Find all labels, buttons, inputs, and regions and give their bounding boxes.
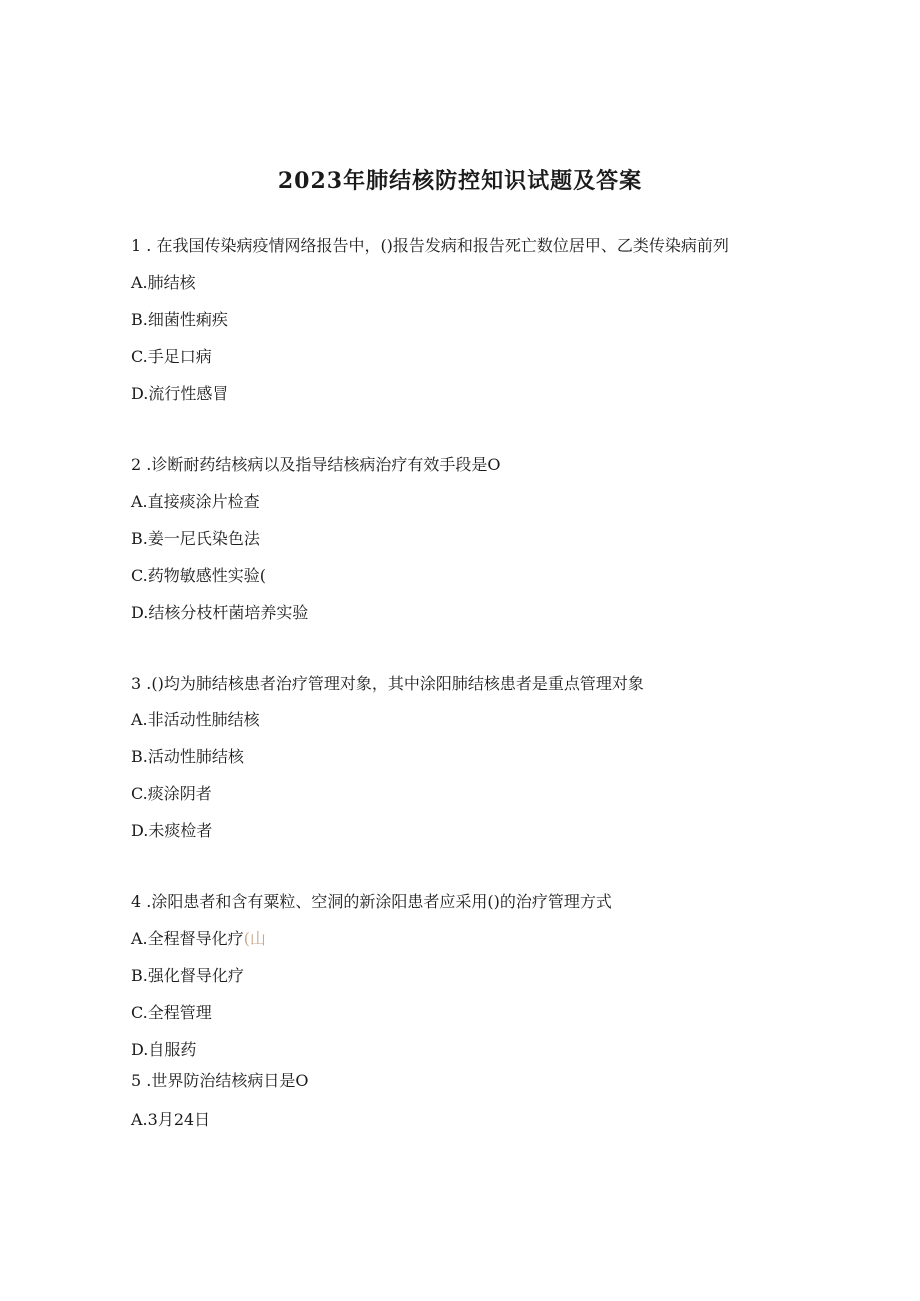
question-4-option-a-text: A.全程督导化疗 — [131, 929, 244, 948]
question-3-option-d: D.未痰检者 — [131, 821, 213, 840]
question-4-option-b: B.强化督导化疗 — [131, 966, 244, 985]
question-4-option-c: C.全程管理 — [131, 1003, 212, 1022]
question-1-option-d: D.流行性感冒 — [131, 384, 229, 403]
question-4-option-d: D.自服药 — [131, 1040, 197, 1059]
question-1-option-a: A.肺结核 — [131, 273, 196, 292]
question-2-option-d: D.结核分枝杆菌培养实验 — [131, 603, 309, 622]
question-1-option-c: C.手足口病 — [131, 347, 212, 366]
question-4-stem: 4 .涂阳患者和含有粟粒、空洞的新涂阳患者应采用()的治疗管理方式 — [131, 892, 612, 911]
question-5-option-a: A.3月24日 — [131, 1110, 211, 1129]
question-2-option-c: C.药物敏感性实验( — [131, 566, 267, 585]
question-1-option-b: B.细菌性痢疾 — [131, 310, 228, 329]
question-2-stem: 2 .诊断耐药结核病以及指导结核病治疗有效手段是O — [131, 455, 501, 474]
document-title: 2023年肺结核防控知识试题及答案 — [277, 168, 643, 194]
question-3-option-c: C.痰涂阴者 — [131, 784, 212, 803]
question-3-option-b: B.活动性肺结核 — [131, 747, 244, 766]
question-4-option-a — [131, 928, 266, 950]
question-2-option-a: A.直接痰涂片检查 — [131, 492, 260, 511]
question-5-stem: 5 .世界防治结核病日是O — [131, 1071, 309, 1090]
question-3-stem: 3 .()均为肺结核患者治疗管理对象，其中涂阳肺结核患者是重点管理对象 — [131, 674, 644, 693]
question-1-stem: 1 . 在我国传染病疫情网络报告中，()报告发病和报告死亡数位居甲、乙类传染病前列 — [131, 236, 729, 255]
question-3-option-a: A.非活动性肺结核 — [131, 710, 260, 729]
question-4-option-a-mark: (山 — [243, 929, 266, 948]
question-2-option-b: B.姜一尼氏染色法 — [131, 529, 260, 548]
